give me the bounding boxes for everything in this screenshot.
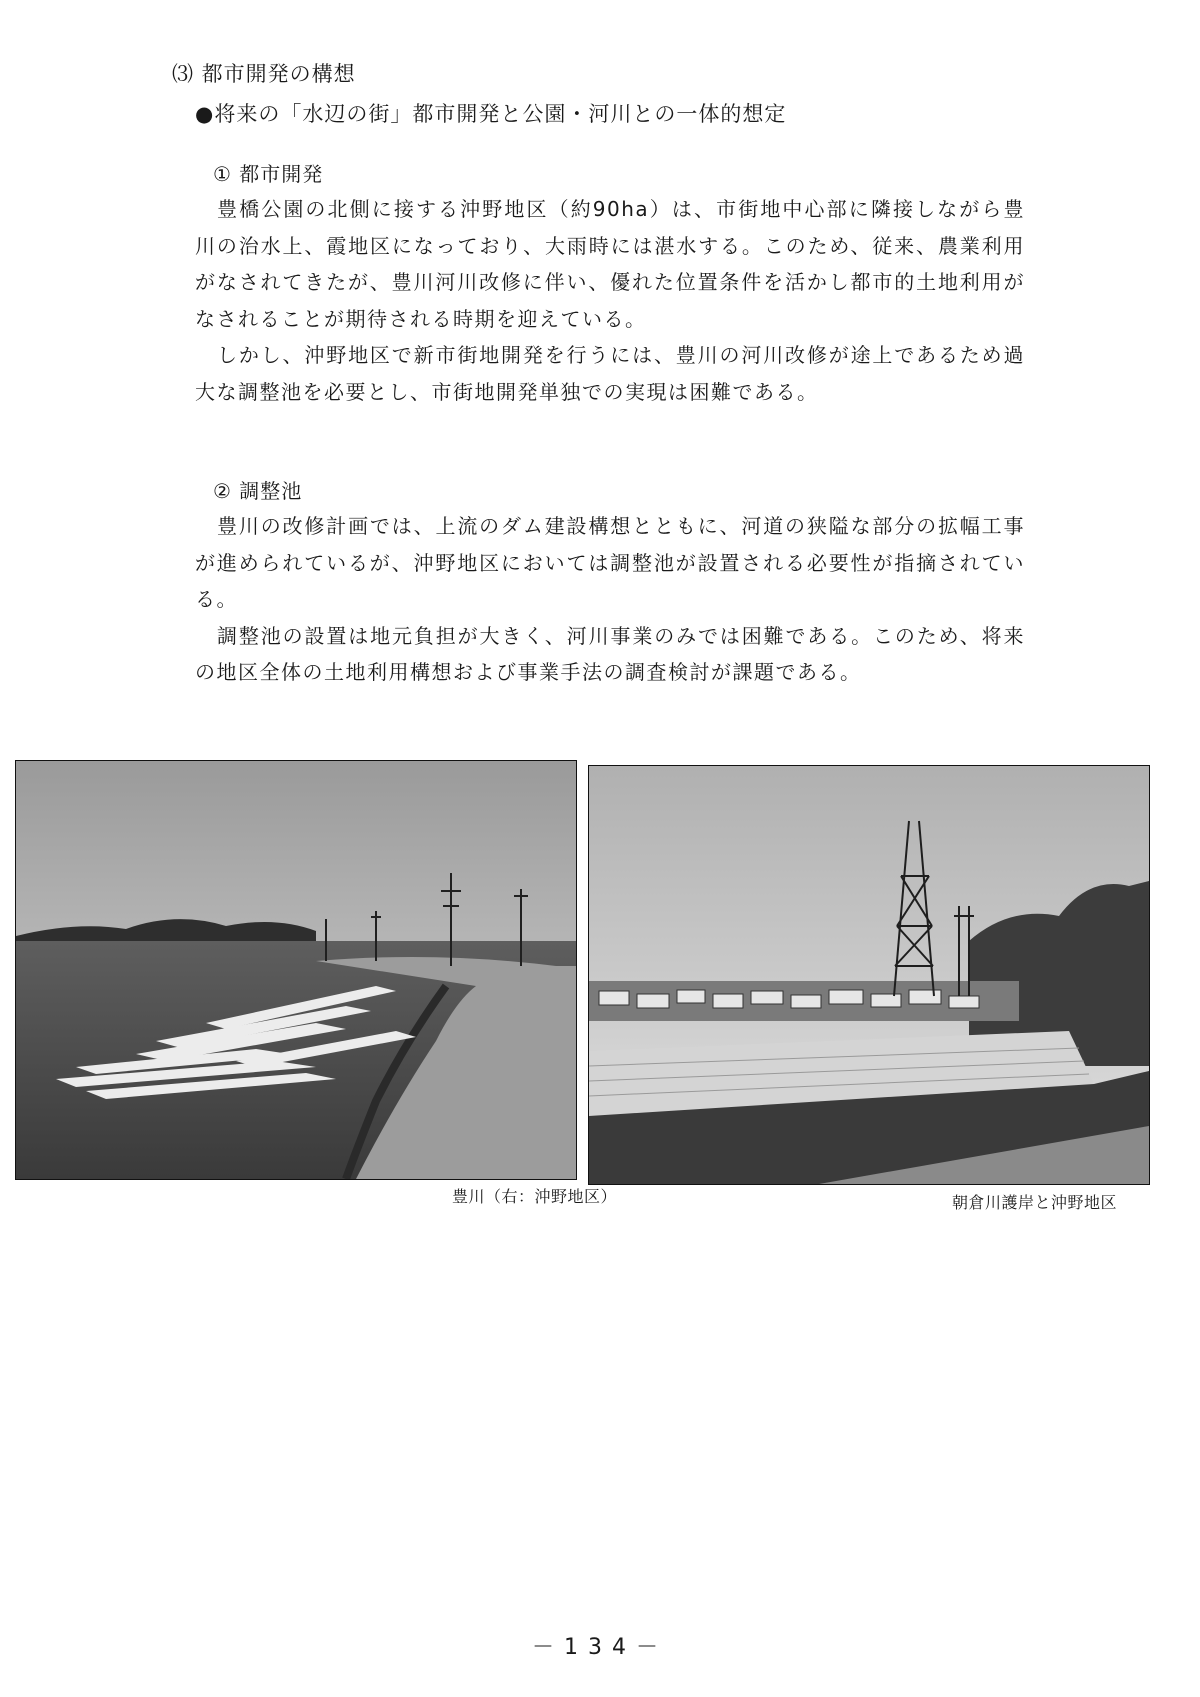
photo-toyokawa-river <box>15 760 577 1180</box>
retention-pond-paragraph-1: 豊川の改修計画では、上流のダム建設構想とともに、河道の狭隘な部分の拡幅工事が進められているが、沖野地区においては調整池が設置される必要性が指摘されている。 <box>195 514 1025 611</box>
retention-pond-paragraph-2: 調整池の設置は地元負担が大きく、河川事業のみでは困難である。このため、将来の地区全体の土地利用構想および事業手法の調査検討が課題である。 <box>195 623 1025 684</box>
urban-development-paragraph-2: しかし、沖野地区で新市街地開発を行うには、豊川の河川改修が途上であるため過大な調整池を必要とし、市街地開発単独での実現は困難である。 <box>195 343 1025 404</box>
retention-pond-heading: ② 調整池 <box>213 479 303 503</box>
urban-development-section <box>195 157 1025 410</box>
section-title: ⑶ 都市開発の構想 <box>172 62 356 86</box>
urban-development-heading: ① 都市開発 <box>213 162 324 186</box>
page-number: －134－ <box>532 1635 668 1660</box>
photo-caption-1: 豊川（右：沖野地区） <box>452 1187 618 1206</box>
urban-development-paragraph-1: 豊橋公園の北側に接する沖野地区（約90ha）は、市街地中心部に隣接しながら豊川の治水上、霞地区になっており、大雨時には湛水する。このため、従来、農業利用がなされてきたが、豊川河川改修に伴い、優れた位置条件を活かし都市的土地利用がなされることが期待される時期を迎えている。 <box>195 197 1025 331</box>
section-subtitle: ●将来の「水辺の街」都市開発と公園・河川との一体的想定 <box>195 102 787 126</box>
retention-pond-section <box>195 474 1025 691</box>
photo-asakura-river-embankment <box>588 765 1150 1185</box>
photo-caption-2: 朝倉川護岸と沖野地区 <box>952 1193 1118 1212</box>
